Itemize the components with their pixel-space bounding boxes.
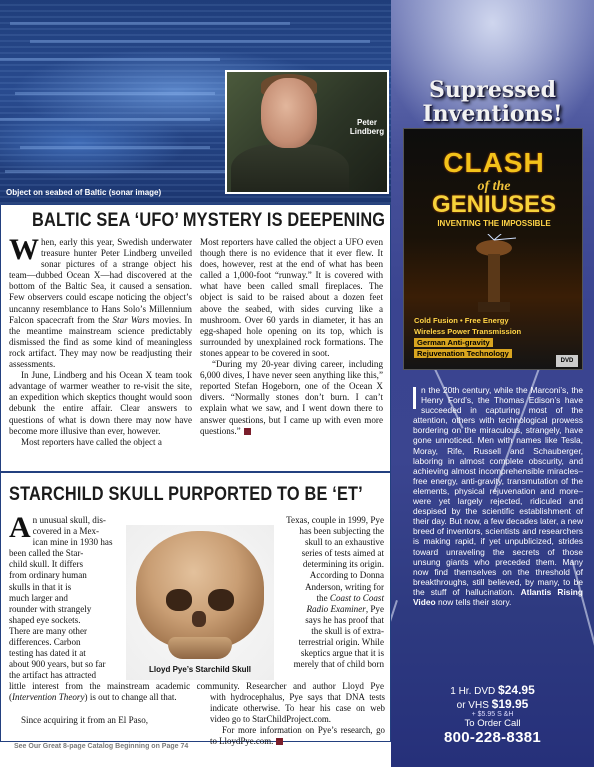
skull-caption: Lloyd Pye’s Starchild Skull — [149, 665, 251, 674]
baltic-p1-text: hen, early this year, Swedish underwater treasure hunter Peter Lindberg unveiled sonar pictures of a strange object his team—dubbed Ocean X—had discovered at the bottom of the Baltic Sea, it caused a sensation. Few observers could escape noticing the object’s uncanny resemblance to Hans Solo’s Millennium Falcon spacecraft from the — [9, 237, 192, 325]
portrait-caption-last: Lindberg — [349, 127, 385, 137]
dvd-subtitle: INVENTING THE IMPOSSIBLE — [437, 219, 551, 228]
ad-body-start: n the 20th century, while the Marconi’s, the Henry Ford’s, the Thomas Edison’s have succeeded in capturing most of the attention, others with technological prowess bordering on the miraculous, strangely, have gone unnoticed. Men with names like Tesla, Moray, Rife, Russell and Schauberger, laboring in almost complete obscurity, and achieving almost incomprehensible miracles–free energy, anti-gravity, transmutation of the elements, physical rejuvenation and more–were yet largely rejected, ridiculed and despised by the scientific establishment of their day. But now, a few decades later, a new breed of inventors, scientists and researchers is making rapid, if yet unpublicized, strides toward unraveling the secrets of those unsung giants who preceded them. Many now find themselves on the threshold of breakthroughs, still believed, by many, to be the stuff of hallucination. — [413, 385, 583, 597]
catalog-footer: See Our Great 8-page Catalog Beginning on Page 74 — [14, 743, 189, 750]
offer-vhs — [391, 697, 594, 711]
dvd-feature-1: Cold Fusion • Free Energy — [414, 316, 509, 325]
sonar-caption: Object on seabed of Baltic (sonar image) — [6, 188, 162, 197]
starchild-dropcap: A — [9, 511, 31, 544]
ad-title — [391, 78, 594, 126]
dvd-feature-2: Wireless Power Transmission — [414, 327, 522, 336]
starchild-right-line: merely that of child born — [293, 659, 384, 670]
starchild-left-line: the artifact has attracted — [9, 670, 97, 681]
sonar-image — [0, 0, 391, 204]
dvd-feature-3: German Anti-gravity — [414, 338, 493, 347]
dvd-logo-icon: DVD — [556, 355, 578, 367]
starchild-right-bottom — [210, 692, 385, 747]
starchild-right-line: the skull is of extra- — [311, 625, 384, 636]
baltic-p1-end: movies. In the meantime mainstream science predictably dismissed the find as some kind of meaningless rock artifact. They may now be readjusting their assessments. — [9, 314, 192, 370]
coast-to-coast-italic: Coast to Coast — [329, 592, 384, 603]
starchild-left-line: differences. Carbon — [9, 637, 81, 648]
ad-dropcap-i — [413, 387, 416, 409]
starchild-left-line: ican mine in 1930 has — [32, 537, 113, 548]
baltic-column-right — [200, 237, 383, 437]
baltic-paragraph-1 — [9, 233, 192, 370]
baltic-dropcap: W — [9, 233, 39, 266]
starchild-right-line: According to Donna — [309, 570, 384, 581]
ad-title-line-2: Inventions! — [422, 101, 563, 127]
starchild-c1-italic: Intervention Theory — [12, 692, 85, 703]
starchild-right-line: terrestrial origin. While — [298, 637, 384, 648]
starchild-left-line: n unusual skull, dis- — [32, 515, 106, 525]
starchild-right-line: has been subjecting the — [299, 526, 384, 537]
starchild-left-line: child skull. It differs — [9, 559, 84, 570]
starchild-right-line: skull to an exhaustive — [304, 537, 384, 548]
baltic-paragraph-3-start: Most reporters have called the object a — [21, 436, 162, 447]
starchild-c2-end: with hydrocephalus, Pye says that DNA tests indicate otherwise. To hear his case on web video go to StarChildProject.com. — [210, 692, 385, 725]
tesla-coil-icon — [464, 234, 524, 314]
dvd-cover — [403, 128, 583, 370]
baltic-p4-text: “During my 20-year diving career, including 6,000 dives, I have never seen anything like this,” reported Stefan Hogeborn, one of the Ocean X divers. “Normally stones don’t burn. I can’t explain what we saw, and I went down there to answer questions, but I came up with even more questions.” — [200, 359, 383, 436]
ad-body-text — [413, 385, 583, 607]
baltic-paragraph-3: Most reporters have called the object a UFO even though there is no evidence that it ever flew. It does, however, rest at the end of what has been called a 1,000-foot “runway.” It is covered with what have been called small fireplaces. The object is said to be raised about a dozen feet above the seabed, with sides curving like a mushroom. Over 60 yards in diameter, it has an egg-shaped hole opening on its top, which is surrounded by unexplained rock formations. The stones appear to be covered in soot. — [200, 237, 383, 358]
end-mark-icon — [244, 428, 251, 435]
peter-lindberg-photo — [225, 70, 389, 194]
order-phone-number: 800-228-8381 — [443, 729, 541, 746]
baltic-headline: BALTIC SEA ‘UFO’ MYSTERY IS DEEPENING — [32, 210, 386, 231]
starchild-left-line: about 900 years, but so far — [9, 659, 106, 670]
order-label: To Order Call — [464, 718, 521, 729]
dvd-title-clash: CLASH — [443, 147, 545, 178]
starchild-right-line: the Coast to Coast — [316, 592, 384, 603]
starchild-left-line: rounder with strangely — [9, 603, 92, 614]
starchild-left-line: shaped eye sockets. — [9, 614, 81, 625]
offer-dvd-price: $24.95 — [498, 683, 535, 697]
baltic-paragraph-2: In June, Lindberg and his Ocean X team took advantage of warmer weather to re-visit the site, an expedition which skeptics thought would soon debunk the entire affair. Clear answers to questions of what is down there may now have become more illusive than ever, however. — [9, 370, 192, 436]
ad-body-end: now tells their story. — [435, 596, 512, 607]
starchild-c2-p2 — [210, 725, 385, 747]
baltic-article — [0, 204, 391, 472]
offer-dvd-label: 1 Hr. DVD — [450, 686, 499, 697]
starchild-right-line: says he has proof that — [305, 614, 384, 625]
offer-vhs-price: $19.95 — [491, 697, 529, 711]
starchild-left-line: skulls in that it is — [9, 581, 72, 592]
baltic-column-left — [9, 233, 192, 448]
starchild-headline: STARCHILD SKULL PURPORTED TO BE ‘ET’ — [9, 484, 363, 505]
starchild-left-line: There are many other — [9, 625, 88, 636]
baltic-p1-italic: Star Wars — [112, 314, 150, 325]
dvd-feature-4: Rejuvenation Technology — [414, 349, 512, 358]
offer-vhs-label: or VHS — [456, 700, 492, 711]
ad-offer — [391, 683, 594, 746]
portrait-caption — [337, 118, 389, 136]
starchild-c2-p2-text: For more information on Pye’s research, go to LloydPye.com. — [210, 725, 385, 747]
starchild-left-line: covered in a Mex- — [32, 526, 100, 537]
starchild-left-line: from ordinary human — [9, 570, 87, 581]
starchild-paragraph-2-start: Since acquiring it from an El Paso, — [21, 715, 149, 726]
portrait-caption-first: Peter — [356, 118, 377, 127]
dvd-title-geniuses: GENIUSES — [431, 191, 557, 218]
offer-shipping: + $5.95 S &H — [471, 711, 514, 718]
starchild-right-line: series of tests aimed at — [301, 548, 384, 559]
starchild-c1-end2: ) is out to change all that. — [84, 692, 177, 703]
dvd-title-of: of the — [477, 179, 511, 194]
starchild-c1-end: little interest from the mainstream academic community. Researcher and author Lloyd Pye ( — [9, 681, 384, 703]
suppressed-inventions-ad — [391, 0, 594, 767]
skull-drawing — [136, 531, 264, 649]
ad-title-line-1: Supressed — [428, 77, 556, 103]
starchild-left-line: testing has dated it at — [9, 648, 86, 659]
end-mark-icon — [276, 738, 283, 745]
starchild-right-line: Anderson, writing for — [304, 581, 384, 592]
starchild-right-line: determining its origin. — [302, 559, 384, 570]
starchild-left-line: much larger and — [9, 592, 68, 603]
ad-body-bold: Atlantis Rising Video — [413, 586, 584, 607]
starchild-left-line: been called the Star- — [9, 548, 84, 559]
offer-dvd — [391, 683, 594, 697]
starchild-right-line: Radio Examiner, Pye — [306, 603, 384, 614]
starchild-right-line: Texas, couple in 1999, Pye — [286, 515, 384, 525]
starchild-right-line: skeptics argue that it is — [300, 648, 384, 659]
starchild-skull-photo — [126, 525, 274, 680]
baltic-paragraph-4 — [200, 359, 383, 437]
